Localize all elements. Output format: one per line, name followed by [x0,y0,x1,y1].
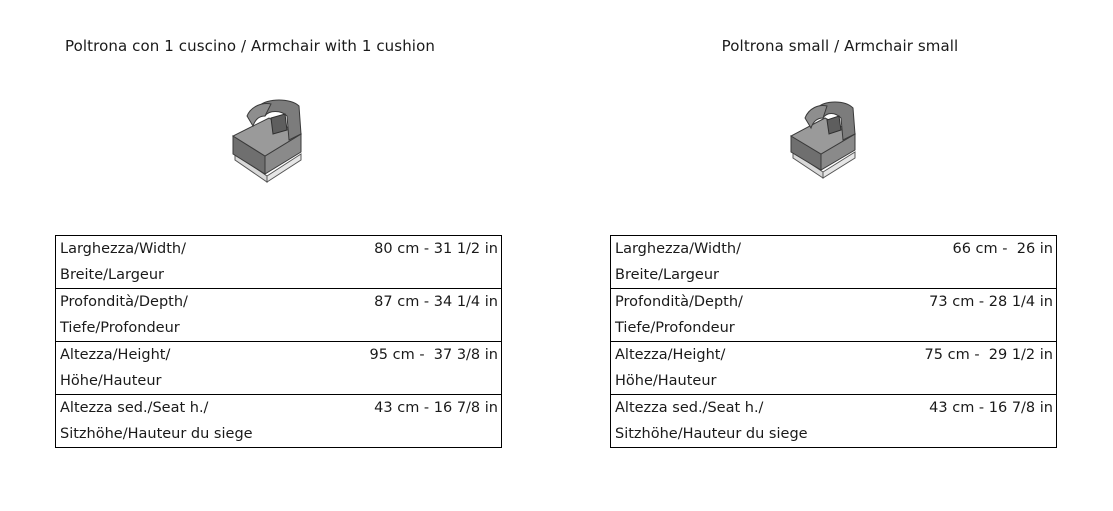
dimension-label: Larghezza/Width/ [60,241,186,257]
dimension-label: Altezza/Height/ [60,347,171,363]
dimension-value: 95 cm - 37 3/8 in [369,347,498,363]
dimensions-table [55,235,502,448]
table-row [611,289,1057,342]
dimension-label: Sitzhöhe/Hauteur du siege [60,426,253,442]
dimension-value: 87 cm - 34 1/4 in [374,294,498,310]
dimension-label: Höhe/Hauteur [615,373,717,389]
table-row [611,395,1057,448]
dimension-label: Breite/Largeur [60,267,164,283]
product-armchair-small [610,0,1060,511]
product-armchair-1-cushion [55,0,505,511]
armchair-icon [229,96,309,186]
dimension-value: 43 cm - 16 7/8 in [929,400,1053,416]
dimension-value: 66 cm - 26 in [952,241,1053,257]
table-row [56,395,502,448]
dimension-label: Altezza sed./Seat h./ [615,400,764,416]
dimensions-table [610,235,1057,448]
dimension-label: Altezza sed./Seat h./ [60,400,209,416]
dimension-label: Sitzhöhe/Hauteur du siege [615,426,808,442]
dimension-value: 80 cm - 31 1/2 in [374,241,498,257]
dimension-label: Profondità/Depth/ [60,294,188,310]
dimension-label: Tiefe/Profondeur [60,320,180,336]
product-title: Poltrona con 1 cuscino / Armchair with 1 cushion [65,37,435,55]
armchair-icon [785,96,865,186]
table-row [611,236,1057,289]
dimension-label: Larghezza/Width/ [615,241,741,257]
dimension-value: 75 cm - 29 1/2 in [924,347,1053,363]
dimension-label: Breite/Largeur [615,267,719,283]
dimension-label: Altezza/Height/ [615,347,726,363]
product-title: Poltrona small / Armchair small [721,37,959,55]
dimension-value: 73 cm - 28 1/4 in [929,294,1053,310]
table-row [56,342,502,395]
table-row [56,236,502,289]
dimension-value: 43 cm - 16 7/8 in [374,400,498,416]
table-row [56,289,502,342]
dimension-label: Profondità/Depth/ [615,294,743,310]
table-row [611,342,1057,395]
dimension-label: Höhe/Hauteur [60,373,162,389]
dimension-label: Tiefe/Profondeur [615,320,735,336]
